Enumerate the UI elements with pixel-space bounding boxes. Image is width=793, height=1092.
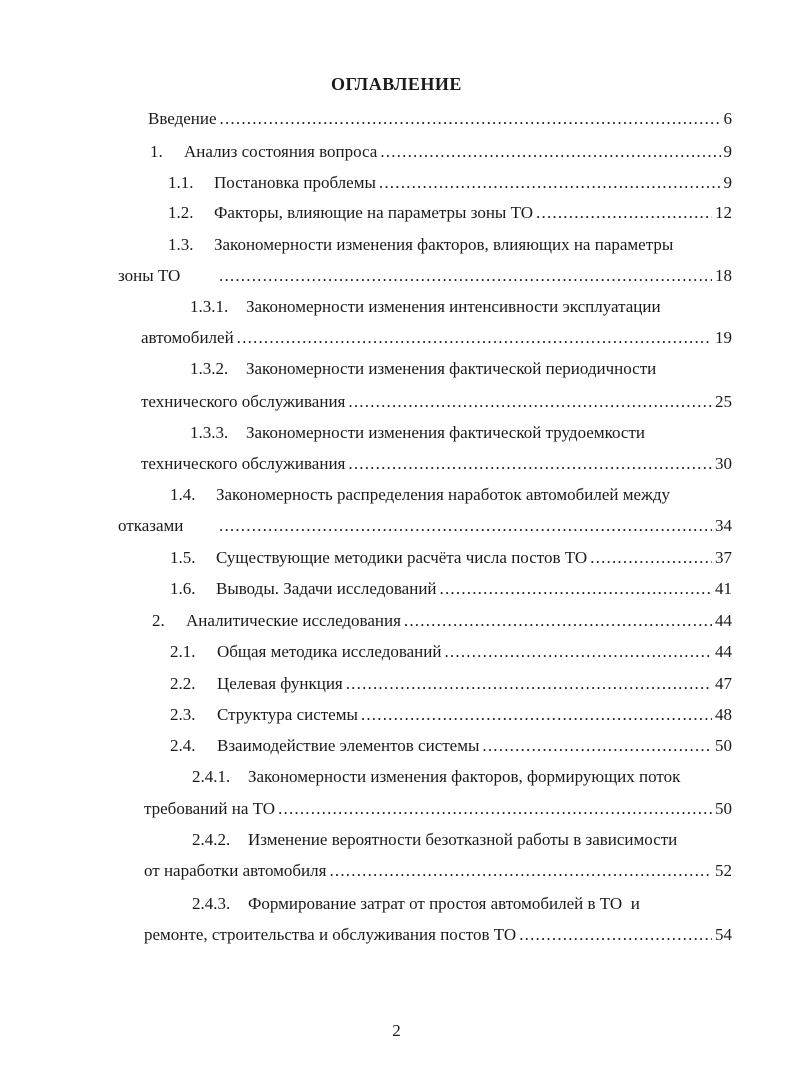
toc-page-number: 41 bbox=[715, 579, 732, 598]
toc-entry-1-3-1-line1[interactable] bbox=[190, 296, 661, 318]
toc-page-number: 9 bbox=[723, 173, 732, 192]
toc-leader-dots bbox=[404, 610, 712, 632]
toc-entry-text: Закономерности изменения факторов, формирующих поток bbox=[248, 767, 681, 786]
toc-entry-text: Изменение вероятности безотказной работы в зависимости bbox=[248, 830, 678, 849]
page-title: ОГЛАВЛЕНИЕ bbox=[331, 74, 462, 94]
toc-entry-2-4-3-line2[interactable] bbox=[144, 924, 732, 946]
page-number: 2 bbox=[392, 1021, 401, 1040]
toc-page-number: 12 bbox=[715, 203, 732, 222]
toc-leader-dots bbox=[219, 265, 712, 287]
toc-leader-dots bbox=[482, 735, 712, 757]
toc-entry-text: Аналитические исследования bbox=[186, 611, 401, 630]
toc-page-number: 44 bbox=[715, 611, 732, 630]
toc-entry-text-cont: ремонте, строительства и обслуживания постов ТО bbox=[144, 925, 517, 944]
toc-entry-number: 1.3.2. bbox=[190, 359, 229, 378]
toc-entry-1-3-3-line1[interactable] bbox=[190, 422, 645, 444]
toc-entry-number: 1. bbox=[150, 142, 163, 161]
toc-entry-1-3-3-line2[interactable] bbox=[141, 453, 732, 475]
toc-entry-number: 1.2. bbox=[168, 203, 194, 222]
toc-leader-dots bbox=[590, 547, 712, 569]
toc-entry-1-4-line2[interactable] bbox=[118, 515, 732, 537]
toc-entry-text-cont: технического обслуживания bbox=[141, 392, 346, 411]
toc-entry-text: Закономерность распределения наработок автомобилей между bbox=[216, 485, 670, 504]
toc-entry-number: 2. bbox=[152, 611, 165, 630]
toc-page-number: 52 bbox=[715, 861, 732, 880]
toc-page-number: 37 bbox=[715, 548, 732, 567]
toc-leader-dots bbox=[329, 860, 712, 882]
toc-page-number: 9 bbox=[723, 142, 732, 161]
toc-leader-dots bbox=[348, 391, 712, 413]
toc-entry-2-4-3-line1[interactable] bbox=[192, 893, 640, 915]
toc-entry-text-cont: отказами bbox=[118, 516, 184, 535]
toc-page-number: 25 bbox=[715, 392, 732, 411]
toc-entry-text: Взаимодействие элементов системы bbox=[217, 736, 480, 755]
toc-leader-dots bbox=[278, 798, 712, 820]
toc-entry-number: 2.2. bbox=[170, 674, 196, 693]
toc-leader-dots bbox=[346, 673, 712, 695]
toc-entry-text-cont: технического обслуживания bbox=[141, 454, 346, 473]
toc-entry-number: 1.4. bbox=[170, 485, 196, 504]
toc-entry-text: Постановка проблемы bbox=[214, 173, 376, 192]
toc-entry-number: 1.1. bbox=[168, 173, 194, 192]
toc-entry-1-3-2-line2[interactable] bbox=[141, 391, 732, 413]
toc-page-number: 19 bbox=[715, 328, 732, 347]
toc-page-number: 34 bbox=[715, 516, 732, 535]
toc-page-number: 50 bbox=[715, 736, 732, 755]
toc-entry-2-4-2-line2[interactable] bbox=[144, 860, 732, 882]
toc-entry-1-6[interactable] bbox=[170, 578, 732, 600]
toc-entry-text: Целевая функция bbox=[217, 674, 343, 693]
toc-leader-dots bbox=[237, 327, 712, 349]
toc-entry-text-cont: требований на ТО bbox=[144, 799, 276, 818]
toc-page-number: 47 bbox=[715, 674, 732, 693]
toc-entry-1-3-line1[interactable] bbox=[168, 234, 673, 256]
toc-leader-dots bbox=[519, 924, 712, 946]
toc-entry-1-1[interactable] bbox=[168, 172, 732, 194]
toc-entry-number: 2.4.1. bbox=[192, 767, 231, 786]
toc-entry-number: 2.4. bbox=[170, 736, 196, 755]
toc-page-number: 30 bbox=[715, 454, 732, 473]
toc-entry-2-4-1-line2[interactable] bbox=[144, 798, 732, 820]
toc-entry-number: 1.6. bbox=[170, 579, 196, 598]
toc-entry-2-3[interactable] bbox=[170, 704, 732, 726]
toc-entry-2-4-1-line1[interactable] bbox=[192, 766, 680, 788]
toc-leader-dots bbox=[380, 141, 720, 163]
toc-entry-text: Общая методика исследований bbox=[217, 642, 442, 661]
toc-entry-text: Введение bbox=[148, 109, 217, 128]
toc-entry-text: Закономерности изменения факторов, влияющих на параметры bbox=[214, 235, 674, 254]
toc-entry-number: 1.3.3. bbox=[190, 423, 229, 442]
toc-page-number: 18 bbox=[715, 266, 732, 285]
toc-entry-2[interactable] bbox=[152, 610, 732, 632]
toc-entry-1-3-line2[interactable] bbox=[118, 265, 732, 287]
toc-leader-dots bbox=[361, 704, 712, 726]
toc-leader-dots bbox=[379, 172, 721, 194]
toc-entry-number: 2.3. bbox=[170, 705, 196, 724]
toc-entry-1-3-2-line1[interactable] bbox=[190, 358, 656, 380]
toc-page-number: 54 bbox=[715, 925, 732, 944]
toc-leader-dots bbox=[444, 641, 712, 663]
toc-entry-1[interactable] bbox=[150, 141, 732, 163]
toc-page-number: 6 bbox=[723, 109, 732, 128]
toc-entry-number: 2.4.2. bbox=[192, 830, 231, 849]
toc-entry-intro[interactable] bbox=[148, 108, 732, 130]
toc-leader-dots bbox=[220, 108, 721, 130]
toc-entry-text-cont: зоны ТО bbox=[118, 266, 181, 285]
toc-entry-1-5[interactable] bbox=[170, 547, 732, 569]
toc-entry-2-4[interactable] bbox=[170, 735, 732, 757]
toc-leader-dots bbox=[536, 202, 712, 224]
toc-page-number: 50 bbox=[715, 799, 732, 818]
toc-entry-text: Выводы. Задачи исследований bbox=[216, 579, 437, 598]
toc-entry-text-cont: автомобилей bbox=[141, 328, 234, 347]
toc-entry-text: Факторы, влияющие на параметры зоны ТО bbox=[214, 203, 534, 222]
toc-entry-1-3-1-line2[interactable] bbox=[141, 327, 732, 349]
toc-leader-dots bbox=[348, 453, 712, 475]
toc-entry-2-2[interactable] bbox=[170, 673, 732, 695]
toc-entry-number: 2.1. bbox=[170, 642, 196, 661]
toc-entry-text: Структура системы bbox=[217, 705, 358, 724]
toc-entry-text: Закономерности изменения фактической трудоемкости bbox=[246, 423, 645, 442]
toc-entry-number: 1.3.1. bbox=[190, 297, 229, 316]
toc-entry-text-cont: от наработки автомобиля bbox=[144, 861, 327, 880]
toc-entry-number: 2.4.3. bbox=[192, 894, 231, 913]
toc-leader-dots bbox=[440, 578, 712, 600]
toc-entry-2-4-2-line1[interactable] bbox=[192, 829, 677, 851]
toc-entry-text: Закономерности изменения интенсивности эксплуатации bbox=[246, 297, 661, 316]
toc-entry-text: Закономерности изменения фактической периодичности bbox=[246, 359, 657, 378]
toc-entry-1-2[interactable] bbox=[168, 202, 732, 224]
toc-entry-number: 1.5. bbox=[170, 548, 196, 567]
toc-entry-1-4-line1[interactable] bbox=[170, 484, 670, 506]
toc-entry-number: 1.3. bbox=[168, 235, 194, 254]
toc-entry-2-1[interactable] bbox=[170, 641, 732, 663]
toc-leader-dots bbox=[219, 515, 712, 537]
toc-entry-text: Существующие методики расчёта числа постов ТО bbox=[216, 548, 588, 567]
toc-entry-text: Анализ состояния вопроса bbox=[184, 142, 378, 161]
toc-entry-text: Формирование затрат от простоя автомобилей в ТО и bbox=[248, 894, 640, 913]
toc-page-number: 48 bbox=[715, 705, 732, 724]
toc-page-number: 44 bbox=[715, 642, 732, 661]
